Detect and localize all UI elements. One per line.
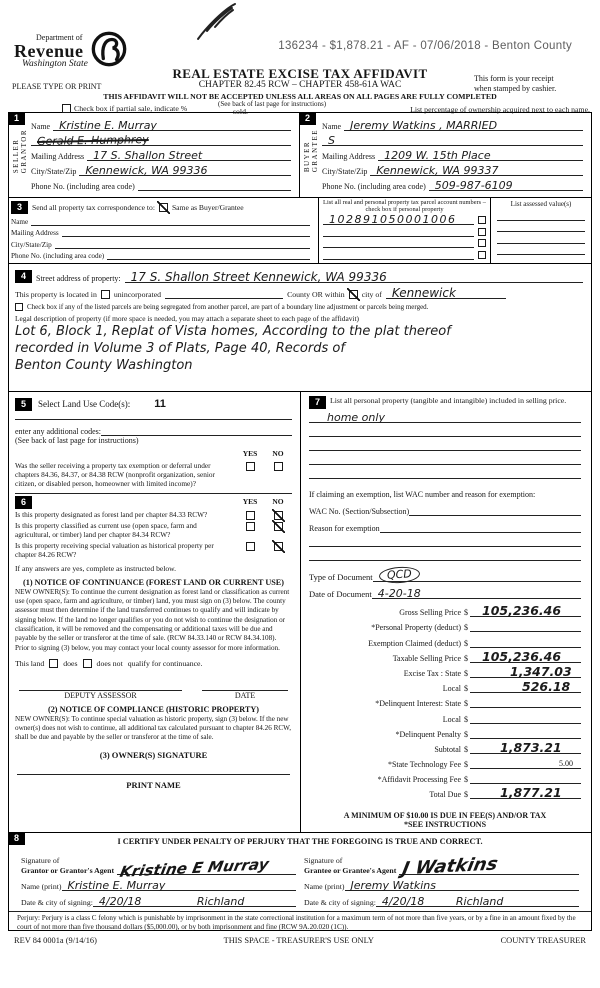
delinquent-interest-state-field[interactable] [470, 695, 581, 708]
seller-mailing-value: 17 S. Shallon Street [93, 149, 203, 162]
seller-name-value: Kristine E. Murray [59, 119, 157, 132]
parcel-header: List all real and personal property tax parcel account numbers – check box if personal property [323, 199, 486, 214]
seller-phone-field[interactable] [138, 178, 291, 191]
seller-struck-name-field[interactable] [31, 133, 291, 146]
personal-property-deduct-field[interactable] [470, 619, 581, 632]
tax-correspondence-row [9, 198, 591, 264]
parcel-row-1 [323, 214, 486, 226]
type-of-document-value: QCD [378, 566, 420, 585]
fee-row-delinq-penalty: *Delinquent Penalty $ [309, 724, 581, 739]
owners-signature-title: (3) OWNER(S) SIGNATURE [99, 749, 208, 760]
parcel-field-3[interactable] [323, 238, 474, 248]
qualify-label: qualify for continuance. [127, 658, 203, 668]
assessed-values-header: List assessed value(s) [510, 200, 572, 208]
buyer-section [300, 113, 591, 197]
land-qualify-row [15, 659, 292, 668]
street-address-field[interactable] [125, 269, 583, 283]
forest-yes-checkbox[interactable] [246, 511, 255, 520]
seller-mailing-label: Mailing Address [31, 152, 85, 161]
personal-property-field-1[interactable] [309, 409, 581, 423]
wac-field[interactable] [409, 504, 581, 516]
excise-state-value: 1,347.03 [510, 663, 572, 679]
assessed-field-2[interactable] [497, 221, 585, 233]
fee-row-delinq-interest-state: *Delinquent Interest: State $ [309, 693, 581, 708]
county-or-label: County OR within [287, 290, 345, 299]
signature-columns [9, 846, 591, 907]
buyer-csz-row [322, 161, 583, 176]
historic-no-checkbox[interactable] [274, 542, 283, 551]
buyer-mailing-row [322, 146, 583, 161]
located-in-row [15, 283, 583, 299]
s6-header [15, 496, 292, 509]
seller-buyer-row [9, 113, 591, 198]
deferral-question: Was the seller receiving a property tax exemption or deferral under chapters 84.36, 84.37, or 84.38 RCW (nonprofit organization, senior citizen, or disabled person, homeowner with limited income)? [15, 461, 215, 489]
forest-land-question: Is this property designated as forest land per chapter 84.33 RCW? [15, 510, 208, 520]
does-not-label: does not [96, 658, 123, 668]
personal-property-checkbox-1[interactable] [478, 216, 486, 224]
seller-struck-name-row [31, 131, 291, 146]
corr-mailing-label: Mailing Address [11, 229, 59, 238]
deputy-assessor-label: DEPUTY ASSESSOR [64, 690, 137, 700]
type-of-document-row [309, 561, 581, 582]
section-6-badge: 6 [15, 496, 32, 509]
buyer-name-field2[interactable] [322, 133, 583, 146]
section-4-badge: 4 [15, 270, 32, 283]
current-use-no-checkbox[interactable] [274, 522, 283, 531]
seller-csz-field[interactable] [79, 163, 291, 176]
certification-section [9, 833, 591, 930]
parcel-field-2[interactable] [323, 227, 474, 237]
buyer-phone-label: Phone No. (including area code) [322, 182, 426, 191]
deputy-assessor-lines [15, 683, 292, 691]
fee-row-excise-state: Excise Tax : State $ 1,347.03 [309, 663, 581, 678]
legal-line-2: recorded in Volume 3 of Plats, Page 40, Records of [15, 341, 345, 356]
fee-row-affidavit-fee: *Affidavit Processing Fee $ [309, 769, 581, 784]
buyer-grantee-side-label [303, 129, 319, 172]
seller-struck-name-value: Gerald E. Humphrey [36, 133, 149, 148]
assessed-field-3[interactable] [497, 232, 585, 244]
buyer-mailing-label: Mailing Address [322, 152, 376, 161]
forest-no-checkbox[interactable] [274, 511, 283, 520]
personal-property-value: home only [327, 411, 385, 424]
personal-property-checkbox-4[interactable] [478, 251, 486, 259]
seller-phone-row [31, 176, 291, 191]
see-instructions-note: *SEE INSTRUCTIONS [403, 820, 487, 830]
reason-label: Reason for exemption [309, 524, 380, 533]
current-use-question: Is this property classified as current use (open space, farm and agricultural, or timber) land per chapter 84.34 RCW? [15, 521, 197, 540]
grantor-print-name-value: Kristine E. Murray [67, 879, 166, 892]
grantor-print-name-label: Name (print) [21, 882, 62, 891]
buyer-side-word: BUYER [303, 140, 311, 173]
buyer-name-row [322, 116, 583, 131]
seller-phone-label: Phone No. (including area code) [31, 182, 135, 191]
grantee-signature-block [300, 848, 583, 907]
legal-line-3: Benton County Washington [15, 358, 193, 373]
s5-no-header: NO [272, 449, 284, 458]
buyer-phone-row [322, 176, 583, 191]
segregated-row [15, 303, 583, 311]
s5-yes-no-header [15, 449, 292, 460]
seller-csz-row [31, 161, 291, 176]
grantor-city-value: Richland [196, 895, 245, 908]
section-2-badge: 2 [299, 112, 316, 125]
warning-line: THIS AFFIDAVIT WILL NOT BE ACCEPTED UNLESS ALL AREAS ON ALL PAGES ARE FULLY COMPLETED [103, 92, 497, 101]
personal-property-field-3[interactable] [309, 437, 581, 451]
section-1-badge: 1 [8, 112, 25, 125]
grantee-signature-field[interactable] [399, 850, 579, 880]
section-5-badge: 5 [15, 398, 32, 411]
grantee-date-city-label: Date & city of signing: [304, 898, 376, 907]
grantee-city-value: Richland [455, 895, 504, 908]
revenue-swirl-icon [90, 30, 128, 68]
county-treasurer-label: COUNTY TREASURER [500, 936, 586, 945]
exemption-claimed-field[interactable] [470, 635, 581, 648]
seller-side-word: SELLER [12, 138, 20, 174]
delinquent-penalty-field[interactable] [470, 726, 581, 739]
buyer-csz-label: City/State/Zip [322, 167, 368, 176]
segregated-checkbox[interactable] [15, 303, 23, 311]
please-type-note: PLEASE TYPE OR PRINT [12, 82, 102, 91]
type-of-document-label: Type of Document [309, 572, 373, 582]
assessed-field-4[interactable] [497, 244, 585, 256]
fee-row-taxable: Taxable Selling Price $ 105,236.46 [309, 648, 581, 663]
affidavit-processing-fee-field[interactable] [470, 771, 581, 784]
section-6 [15, 496, 292, 789]
deferral-question-row [15, 461, 292, 488]
grantee-signature-label: Signature of Grantee or Grantee's Agent [304, 856, 397, 875]
personal-property-field-5[interactable] [309, 465, 581, 479]
grantee-date-city-row [304, 891, 579, 907]
grantor-print-name-field[interactable] [62, 878, 297, 891]
city-value: Kennewick [391, 286, 456, 300]
see-back-instructions: (See back of last page for instructions) [15, 436, 139, 445]
deferral-no-checkbox[interactable] [274, 462, 283, 471]
minimum-fee-note: A MINIMUM OF $10.00 IS DUE IN FEE(S) AND/OR TAX [343, 811, 547, 821]
date-of-document-field[interactable] [372, 585, 581, 599]
seller-csz-value: Kennewick, WA 99336 [85, 164, 208, 177]
pen-scribble-mark [192, 2, 242, 42]
parcel-field-1[interactable] [323, 215, 474, 225]
city-of-label: city of [361, 290, 382, 299]
subtotal-field[interactable] [470, 741, 581, 754]
fee-row-tech-fee: *State Technology Fee $ 5.00 [309, 754, 581, 769]
current-use-yes-checkbox[interactable] [246, 522, 255, 531]
assessed-field-1[interactable] [497, 209, 585, 221]
deputy-assessor-labels [15, 691, 292, 700]
segregated-label: Check box if any of the listed parcels are being segregated from another parcel, are part of a boundary line adjustment or parcels being merged. [27, 303, 429, 311]
washington-state-label: Washington State [22, 59, 88, 69]
street-address-value: 17 S. Shallon Street Kennewick, WA 99336 [130, 270, 387, 284]
chapter-subtitle: CHAPTER 82.45 RCW – CHAPTER 458-61A WAC [198, 80, 402, 90]
personal-property-field-2[interactable] [309, 423, 581, 437]
partial-sale-checkbox[interactable] [62, 104, 71, 113]
seller-mailing-field[interactable] [87, 148, 291, 161]
subtotal-value: 1,873.21 [500, 739, 562, 755]
reason-extra-field-2[interactable] [309, 547, 581, 561]
deputy-date-label: DATE [234, 690, 256, 700]
gross-selling-price-field[interactable] [470, 604, 581, 617]
date-of-document-label: Date of Document [309, 589, 372, 599]
deputy-date-field[interactable] [202, 683, 288, 691]
form-title: REAL ESTATE EXCISE TAX AFFIDAVIT [172, 66, 428, 81]
rev-number: REV 84 0001a (9/14/16) [14, 936, 97, 945]
grantor-signature-row [21, 848, 296, 881]
reason-extra-field-1[interactable] [309, 533, 581, 547]
personal-property-field-4[interactable] [309, 451, 581, 465]
receipt-note-line1: This form is your receipt [474, 74, 554, 83]
grantor-signature-field[interactable] [117, 850, 296, 881]
receipt-note-line2: when stamped by cashier. [474, 84, 557, 93]
land-use-label: Select Land Use Code(s): [38, 399, 131, 409]
legal-line-1: Lot 6, Block 1, Replat of Vista homes, According to the plat thereof [15, 324, 451, 339]
buyer-name-label: Name [322, 122, 342, 131]
corr-phone-label: Phone No. (including area code) [11, 252, 105, 261]
unincorporated-checkbox[interactable] [101, 290, 110, 299]
grantor-signature-block [17, 848, 300, 907]
grantee-date-city-field[interactable] [376, 894, 579, 907]
land-use-code-row [15, 396, 292, 412]
taxable-selling-price-field[interactable] [470, 650, 581, 663]
excise-state-field[interactable] [470, 665, 581, 678]
treasurer-use-label: THIS SPACE - TREASURER'S USE ONLY [223, 936, 374, 945]
grantor-print-name-row [21, 875, 296, 891]
seller-name-label: Name [31, 122, 51, 131]
reason-row [309, 516, 581, 533]
parcel-row-3 [323, 237, 486, 249]
buyer-name-field[interactable] [344, 118, 583, 131]
seller-csz-label: City/State/Zip [31, 167, 77, 176]
fee-row-exemption: Exemption Claimed (deduct) $ [309, 632, 581, 647]
section-7-badge: 7 [309, 396, 326, 409]
fee-row-gross: Gross Selling Price $ 105,236.46 [309, 602, 581, 617]
gross-selling-price-value: 105,236.46 [482, 603, 562, 619]
grantor-date-value: 4/20/18 [98, 895, 142, 908]
grantor-date-city-label: Date & city of signing: [21, 898, 93, 907]
section-3-badge: 3 [11, 201, 28, 214]
historic-yes-checkbox[interactable] [246, 542, 255, 551]
certify-statement: I CERTIFY UNDER PENALTY OF PERJURY THAT THE FOREGOING IS TRUE AND CORRECT. [117, 837, 483, 846]
seller-grantor-side-label [12, 129, 28, 173]
section-7-header [309, 396, 581, 409]
land-use-code-value: 11 [154, 398, 166, 410]
street-address-row [15, 267, 583, 283]
parcel-numbers-col [319, 198, 491, 263]
parcel-number-value: 102891050001006 [329, 213, 457, 227]
cashier-stamp: 136234 - $1,878.21 - AF - 07/06/2018 - Benton County [278, 40, 572, 52]
buyer-name-value: Jeremy Watkins , MARRIED [350, 119, 498, 132]
personal-property-checkbox-3[interactable] [478, 239, 486, 247]
notice-compliance-body: NEW OWNER(S): To continue special valuation as historic property, sign (3) below. If the new owner(s) does not wish to continue, all additional tax calculated pursuant to chapter 84.26 RCW, shall be due and payable by the seller or transferor at the time of sale. [15, 714, 291, 742]
buyer-name-row2 [322, 131, 583, 146]
s5-yes-header: YES [242, 449, 258, 458]
notice-continuance-body: NEW OWNER(S): To continue the current designation as forest land or classification as current use (open space, farm and agriculture, or timber) land, you must sign on (3) below. The county assessor must then determine if the land transferred continues to qualify and will indicate by signing below. If the land no longer qualifies or you do not wish to continue the designation or classification, it will be removed and the compensating or additional taxes will be due and payable by the seller or transferor at the time of sale. (RCW 84.33.140 or RCW 84.34.108). Prior to signing (3) below, you may contact your local county assessor for more information. [15, 587, 290, 652]
unincorporated-label: unincorporated [113, 290, 162, 299]
parcel-row-4 [323, 248, 486, 260]
parcel-row-2 [323, 225, 486, 237]
seller-mailing-row [31, 146, 291, 161]
state-technology-fee-value: 5.00 [559, 759, 573, 769]
grantor-side-word: GRANTOR [20, 129, 28, 174]
fees-table [309, 602, 581, 799]
taxable-selling-price-value: 105,236.46 [482, 648, 562, 664]
does-not-checkbox[interactable] [83, 659, 92, 668]
dor-logo-text [14, 34, 88, 70]
delinquent-interest-local-field[interactable] [470, 711, 581, 724]
dor-logo [14, 34, 128, 70]
same-as-buyer-label: Same as Buyer/Grantee [171, 202, 244, 212]
section-8-badge: 8 [8, 832, 25, 845]
print-name-label: PRINT NAME [126, 779, 181, 790]
county-field[interactable] [165, 287, 283, 299]
sale-details-column [301, 392, 591, 832]
notice-compliance-title: (2) NOTICE OF COMPLIANCE (HISTORIC PROPERTY) [47, 704, 259, 714]
fee-row-personal: *Personal Property (deduct) $ [309, 617, 581, 632]
current-use-question-row [15, 521, 292, 539]
owners-signature-field[interactable] [17, 760, 290, 775]
city-of-checkbox[interactable] [349, 290, 358, 299]
form-header [0, 0, 600, 116]
corr-phone-field[interactable] [107, 247, 310, 260]
s6-no-header: NO [272, 497, 284, 507]
grantor-date-city-field[interactable] [93, 894, 296, 907]
s6-yes-no-header [32, 497, 292, 508]
date-of-document-row [309, 582, 581, 599]
grantee-print-name-field[interactable] [345, 878, 580, 891]
personal-property-label: List all personal property (tangible and intangible) included in selling price. [330, 396, 567, 405]
grantee-signature-value: J Watkins [400, 853, 500, 880]
fee-row-delinq-interest-local: Local $ [309, 708, 581, 723]
personal-property-checkbox-2[interactable] [478, 228, 486, 236]
grantee-print-name-label: Name (print) [304, 882, 345, 891]
located-in-label: This property is located in [15, 290, 97, 299]
fee-row-excise-local: Local $ 526.18 [309, 678, 581, 693]
send-correspondence-label: Send all property tax correspondence to: [32, 202, 155, 212]
type-of-document-field[interactable] [373, 568, 581, 582]
legal-description-label: Legal description of property (if more space is needed, you may attach a separate sheet to each page of the affidavit) [15, 314, 359, 323]
fee-row-subtotal: Subtotal $ 1,873.21 [309, 739, 581, 754]
ownership-note: List percentage of ownership acquired next to each name. [410, 105, 590, 114]
historic-question-row [15, 541, 292, 559]
grantor-date-city-row [21, 891, 296, 907]
assessed-values-col [491, 198, 591, 263]
does-checkbox[interactable] [49, 659, 58, 668]
buyer-phone-field[interactable] [429, 178, 583, 191]
parcel-field-4[interactable] [323, 250, 474, 260]
buyer-csz-value: Kennewick, WA 99337 [376, 164, 499, 177]
buyer-csz-field[interactable] [370, 163, 583, 176]
grantee-print-name-row [304, 875, 579, 891]
dept-of-label: Department of [36, 33, 83, 42]
total-due-field[interactable] [470, 786, 581, 799]
partial-sale-label: Check box if partial sale, indicate % [74, 104, 188, 113]
does-label: does [63, 658, 78, 668]
receipt-note [474, 74, 586, 94]
grantee-print-name-value: Jeremy Watkins [350, 879, 436, 892]
section-5 [15, 396, 292, 494]
seller-name-field[interactable] [53, 118, 291, 131]
mid-columns [9, 392, 591, 833]
street-address-label: Street address of property: [36, 274, 121, 283]
reason-field[interactable] [380, 521, 581, 533]
grantee-signature-row [304, 848, 579, 880]
seller-name-row [31, 116, 291, 131]
forest-land-question-row [15, 510, 292, 520]
grantee-date-value: 4/20/18 [381, 895, 425, 908]
correspondence-col [9, 198, 319, 263]
see-back-note: (See back of last page for instructions) [218, 100, 327, 108]
if-any-yes-note: If any answers are yes, complete as instructed below. [15, 563, 177, 573]
corr-name-label: Name [11, 217, 29, 226]
same-as-buyer-checkbox[interactable] [159, 203, 168, 212]
corr-phone-row [11, 249, 310, 261]
grantor-signature-label: Signature of Grantor or Grantor's Agent [21, 856, 115, 875]
date-of-document-value: 4-20-18 [377, 587, 421, 600]
buyer-mailing-field[interactable] [378, 148, 583, 161]
wac-row [309, 499, 581, 516]
seller-section [9, 113, 300, 197]
total-due-value: 1,877.21 [500, 785, 562, 801]
deferral-yes-checkbox[interactable] [246, 462, 255, 471]
excise-local-field[interactable] [470, 680, 581, 693]
additional-codes-field[interactable] [101, 423, 292, 436]
form-frame [8, 112, 592, 931]
grantee-side-word: GRANTEE [311, 129, 319, 173]
partial-sale-row [62, 104, 187, 113]
grantor-signature-value: Kristine E Murray [118, 855, 271, 881]
revenue-label: Revenue [14, 41, 84, 61]
buyer-name-value2: S [328, 134, 335, 147]
legal-description-value[interactable] [15, 323, 583, 374]
wac-label: WAC No. (Section/Subsection) [309, 507, 410, 516]
notice-continuance-title: (1) NOTICE OF CONTINUANCE (FOREST LAND OR CURRENT USE) [23, 577, 284, 587]
city-field[interactable] [386, 285, 506, 299]
perjury-statement: Perjury: Perjury is a class C felony which is punishable by imprisonment in the state correctional institution for a maximum term of not more than five years, or by a fine in an amount fixed by the court of not more than five thousand dollars ($5,000.00), or by both imprisonment and fine (RCW 9A.20.020 (1C)). [9, 911, 591, 933]
corr-csz-label: City/State/Zip [11, 240, 52, 249]
excise-local-value: 526.18 [522, 679, 571, 695]
property-address-section [9, 264, 591, 392]
additional-codes-label: enter any additional codes: [15, 427, 101, 436]
form-footer [0, 931, 600, 945]
land-use-line[interactable] [15, 412, 292, 420]
fee-row-total: Total Due $ 1,877.21 [309, 784, 581, 799]
deputy-assessor-signature-field[interactable] [19, 683, 182, 691]
land-use-column [9, 392, 301, 832]
additional-codes-row [15, 423, 292, 436]
buyer-phone-value: 509-987-6109 [434, 179, 513, 192]
buyer-mailing-value: 1209 W. 15th Place [384, 149, 491, 162]
this-land-label: This land [15, 658, 45, 668]
historic-question: Is this property receiving special valuation as historical property per chapter 84.26 RCW? [15, 540, 214, 559]
state-technology-fee-field[interactable] [470, 756, 581, 769]
s6-yes-header: YES [242, 497, 258, 507]
exemption-label: If claiming an exemption, list WAC number and reason for exemption: [309, 490, 536, 499]
sold-label: sold. [233, 107, 248, 116]
